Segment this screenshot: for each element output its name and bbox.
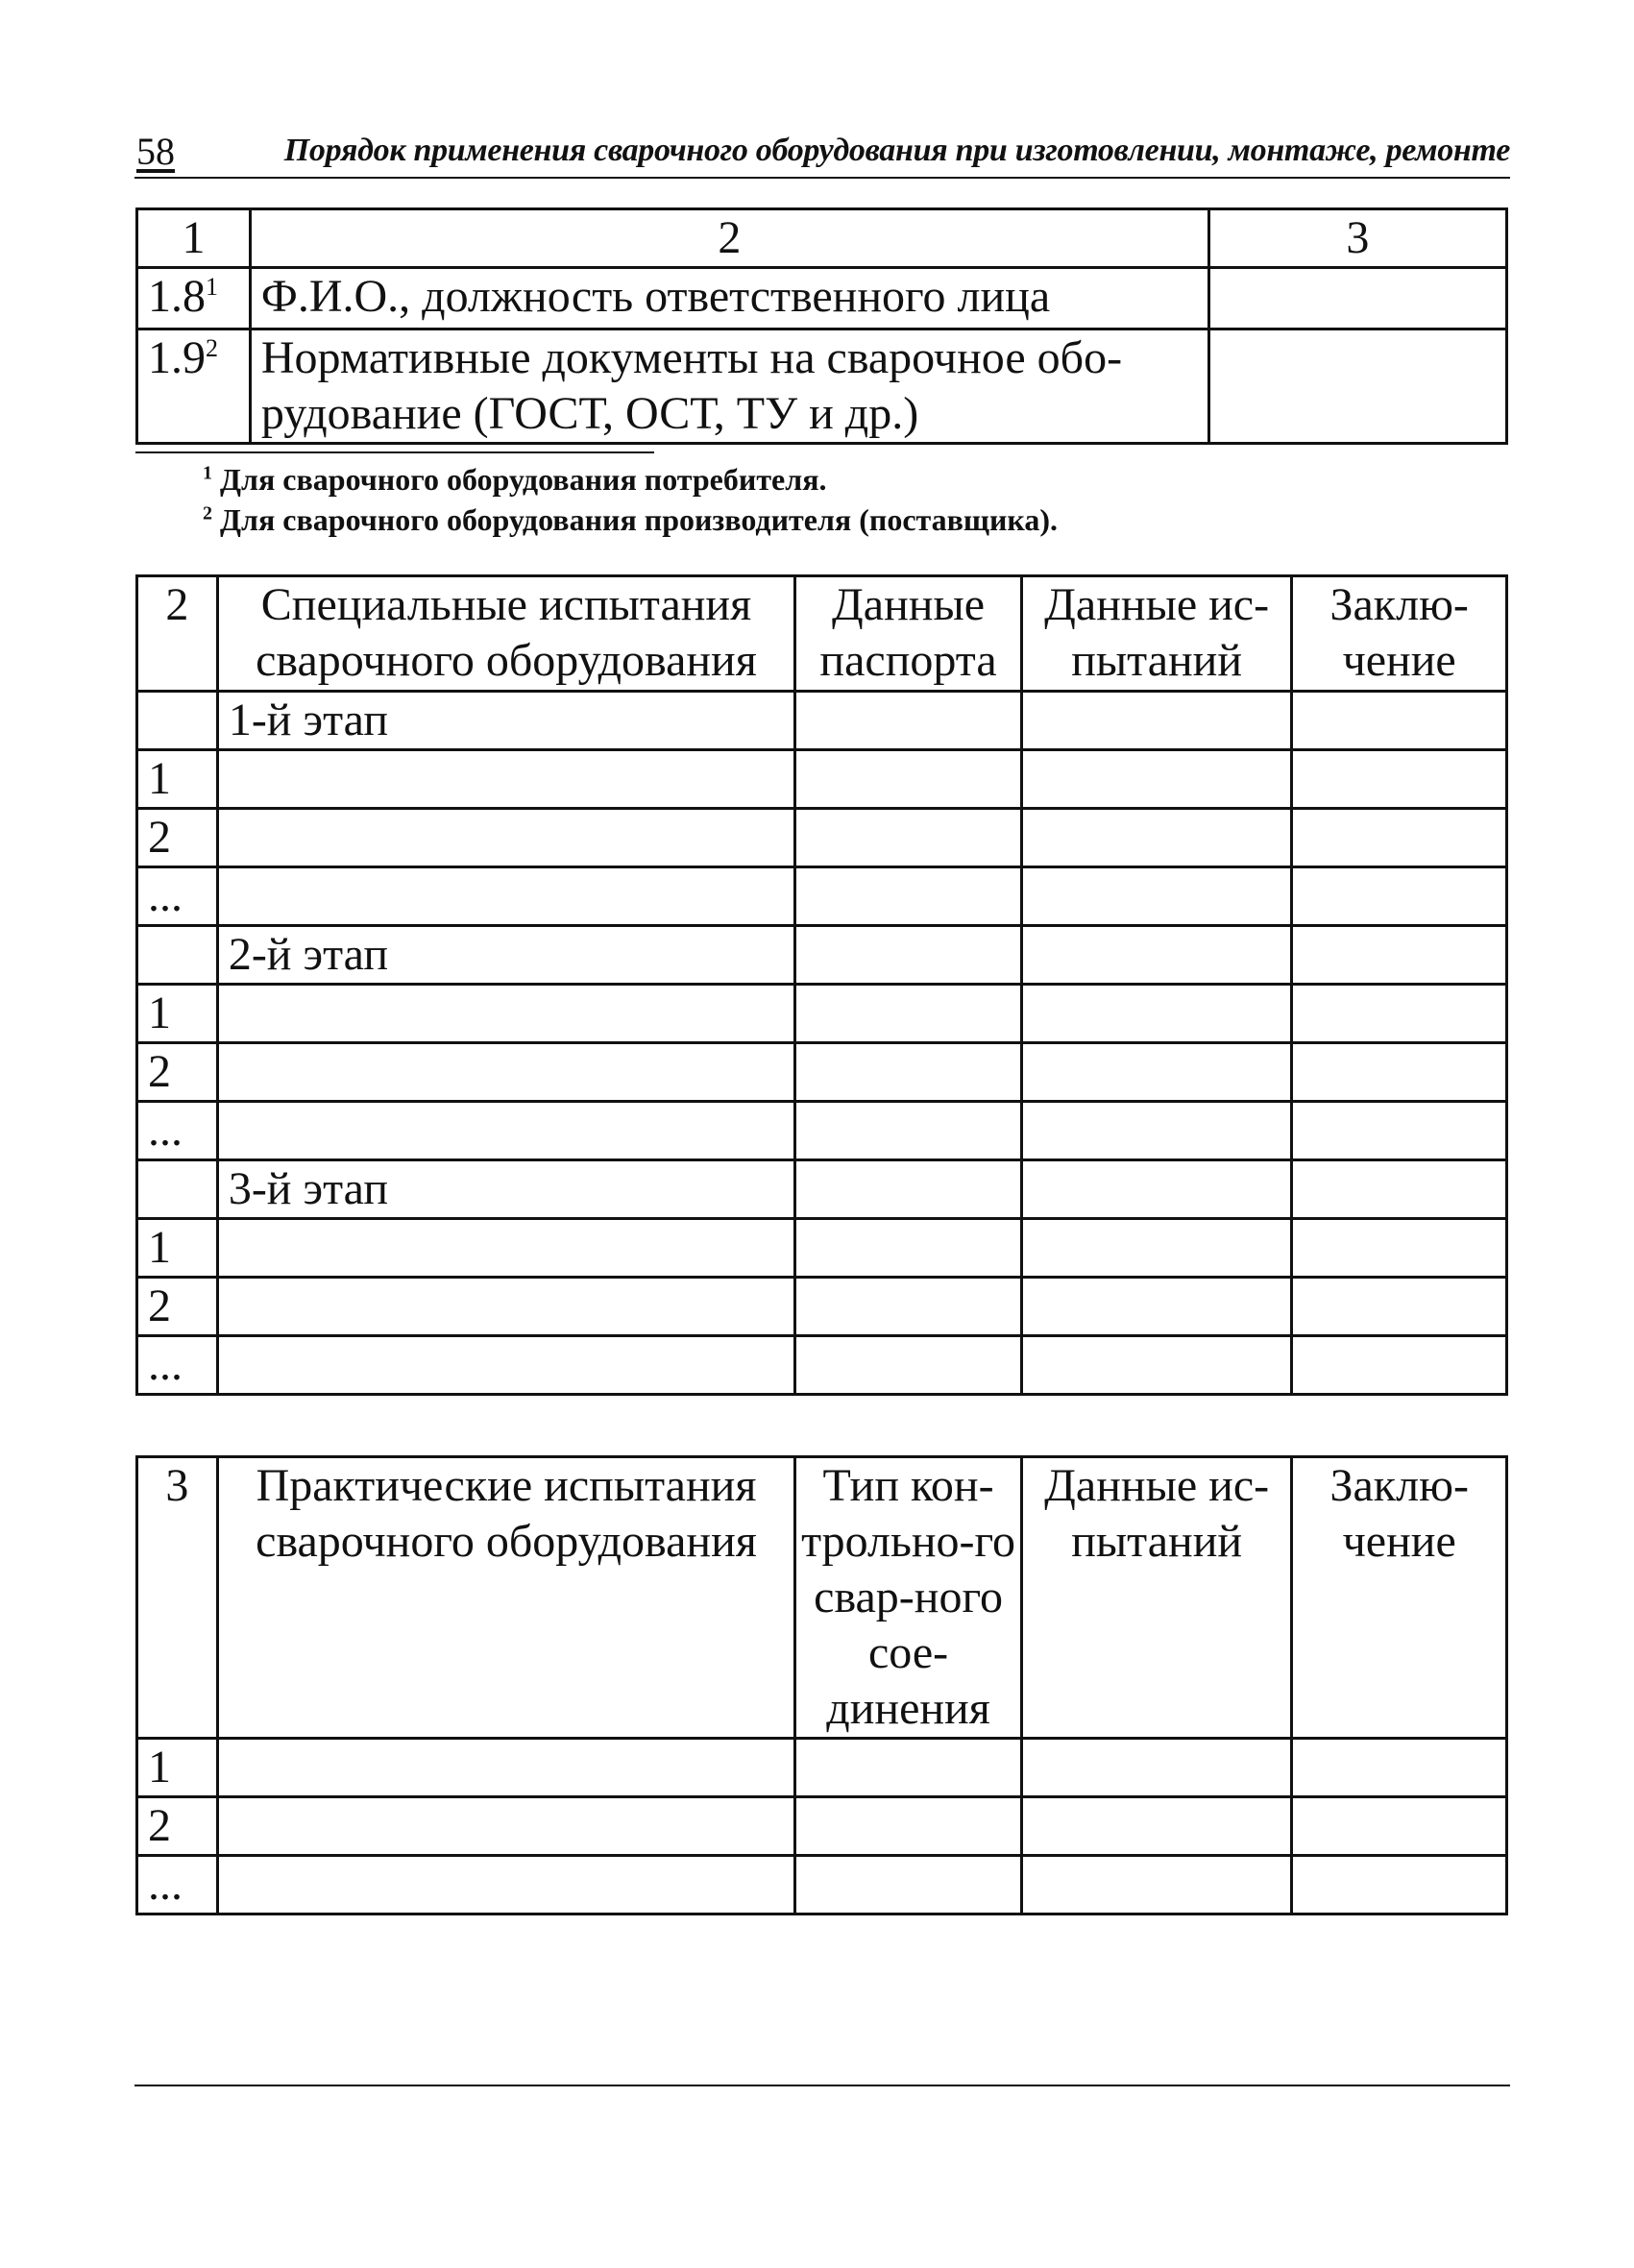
footnotes	[135, 451, 1058, 540]
row-text: Ф.И.О., должность ответственного лица	[250, 268, 1208, 329]
table-special-tests	[135, 574, 1508, 1396]
table-row	[137, 1043, 1507, 1102]
table-row	[137, 1856, 1507, 1914]
table-row	[137, 268, 1507, 329]
page-number: 58	[136, 130, 175, 173]
col-header-tests: Специальные испытания сварочного оборудования	[217, 576, 794, 692]
table-header-row	[137, 209, 1507, 268]
col-header-joint-type: Тип кон-трольно-го свар-ного сое-динения	[795, 1457, 1022, 1739]
table-row	[137, 1336, 1507, 1395]
table-row	[137, 1739, 1507, 1797]
table-row	[137, 329, 1507, 444]
col-header-test-data: Данные ис-пытаний	[1021, 576, 1291, 692]
col-header-3: 3	[1208, 209, 1506, 268]
table-header-row	[137, 576, 1507, 692]
table-practical-tests	[135, 1455, 1508, 1915]
section-number: 3	[137, 1457, 218, 1739]
section-number: 2	[137, 576, 218, 692]
page-header	[134, 127, 1510, 179]
row-number: ...	[137, 867, 218, 926]
col-header-1: 1	[137, 209, 251, 268]
row-number: 2	[137, 809, 218, 867]
col-header-test-data: Данные ис-пытаний	[1021, 1457, 1291, 1739]
row-number: ...	[137, 1102, 218, 1160]
col-header-passport: Данные паспорта	[795, 576, 1022, 692]
footnote: $^2$ Для сварочного оборудования производителя (поставщика).	[203, 502, 1058, 537]
bottom-rule	[134, 2085, 1510, 2086]
row-number: ...	[137, 1856, 218, 1914]
stage-label: 1-й этап	[217, 692, 794, 750]
row-value	[1208, 268, 1506, 329]
col-header-tests: Практические испытания сварочного оборудования	[217, 1457, 794, 1739]
row-number: $1.8^1$	[137, 268, 251, 329]
row-number: 2	[137, 1797, 218, 1856]
running-title: Порядок применения сварочного оборудования при изготовлении, монтаже, ремонте	[283, 133, 1510, 168]
row-number: 1	[137, 1219, 218, 1278]
row-number: ...	[137, 1336, 218, 1395]
col-header-conclusion: Заклю-чение	[1292, 1457, 1507, 1739]
row-number: 1	[137, 1739, 218, 1797]
table-row	[137, 750, 1507, 809]
col-header-conclusion: Заклю-чение	[1292, 576, 1507, 692]
row-number: 1	[137, 985, 218, 1043]
table-row	[137, 809, 1507, 867]
stage-row	[137, 926, 1507, 985]
table-row	[137, 1797, 1507, 1856]
row-number: $1.9^2$	[137, 329, 251, 444]
col-header-2: 2	[250, 209, 1208, 268]
row-number: 1	[137, 750, 218, 809]
row-number: 2	[137, 1043, 218, 1102]
table-header-row	[137, 1457, 1507, 1739]
table-row	[137, 1219, 1507, 1278]
row-number: 2	[137, 1278, 218, 1336]
table-row	[137, 985, 1507, 1043]
table-row	[137, 1102, 1507, 1160]
stage-row	[137, 692, 1507, 750]
table-general-info	[135, 207, 1508, 445]
footnote: $^1$ Для сварочного оборудования потребителя.	[203, 462, 827, 497]
stage-label: 2-й этап	[217, 926, 794, 985]
row-value	[1208, 329, 1506, 444]
stage-label: 3-й этап	[217, 1160, 794, 1219]
row-text: Нормативные документы на сварочное обо-рудование (ГОСТ, ОСТ, ТУ и др.)	[250, 329, 1208, 444]
table-row	[137, 1278, 1507, 1336]
stage-row	[137, 1160, 1507, 1219]
table-row	[137, 867, 1507, 926]
